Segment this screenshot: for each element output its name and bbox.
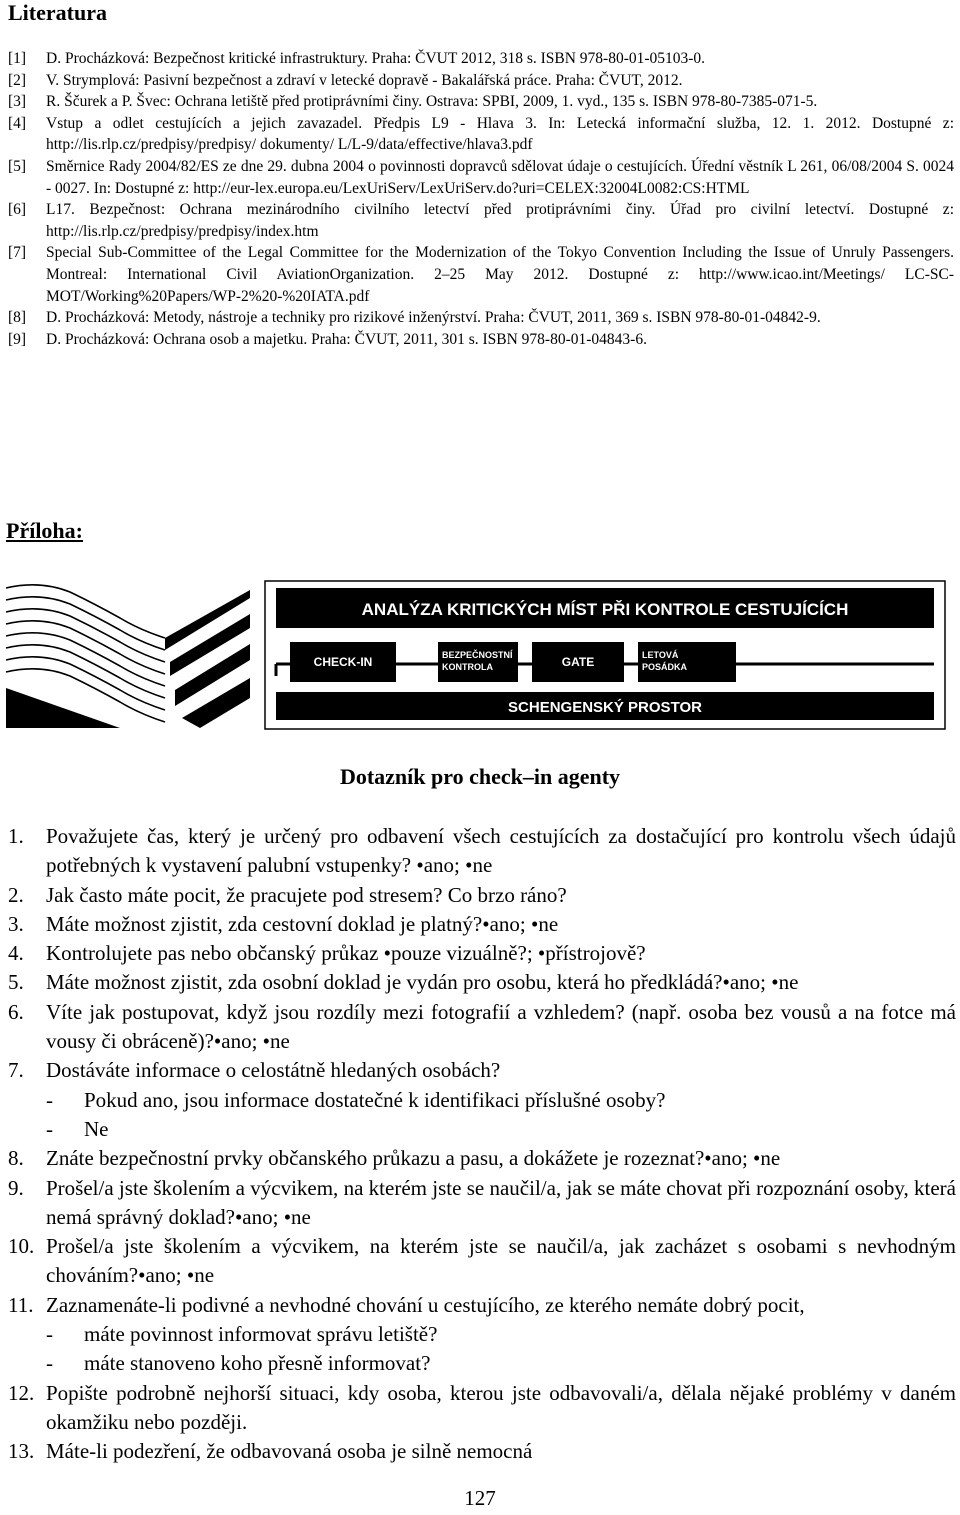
- reference-number: [4]: [8, 114, 27, 132]
- reference-item: [8, 242, 954, 307]
- question-text: Zaznamenáte-li podivné a nevhodné chování u cestujícího, ze kterého nemáte dobrý pocit,: [46, 1292, 805, 1317]
- question-text: Znáte bezpečnostní prvky občanského průkazu a pasu, a dokážete je rozeznat?•ano; •ne: [46, 1146, 781, 1171]
- question-text: Máte-li podezření, že odbavovaná osoba je silně nemocná: [46, 1439, 533, 1464]
- reference-text: Vstup a odlet cestujících a jejich zavazadel. Předpis L9 - Hlava 3. In: Letecká informační služba, 12. 1. 2012. Dostupné z: http://lis.rlp.cz/predpisy/predpisy/ dokumenty/ L/L-9/data/effective/hlava3.pdf: [46, 114, 954, 154]
- question-number: 12.: [8, 1380, 35, 1405]
- question-text: Prošel/a jste školením a výcvikem, na kterém jste se naučil/a, jak se máte chovat při rozpoznání osoby, která nemá správný doklad?•ano; •ne: [46, 1175, 956, 1229]
- reference-item: [8, 199, 954, 242]
- question-item: [8, 998, 956, 1057]
- reference-item: [8, 156, 954, 199]
- question-number: 11.: [8, 1292, 34, 1317]
- reference-number: [8]: [8, 309, 27, 327]
- dash-bullet: -: [46, 1087, 53, 1112]
- question-item: [8, 968, 956, 997]
- question-number: 8.: [8, 1146, 24, 1171]
- reference-list: [8, 48, 954, 350]
- question-subitem: [46, 1086, 956, 1115]
- question-text: Máte možnost zjistit, zda osobní doklad je vydán pro osobu, která ho předkládá?•ano; •ne: [46, 970, 799, 995]
- diagram-footer: SCHENGENSKÝ PROSTOR: [508, 699, 702, 716]
- question-subitem-text: máte povinnost informovat správu letiště?: [84, 1322, 438, 1347]
- diagram-step-label: POSÁDKA: [642, 662, 688, 672]
- reference-text: D. Procházková: Bezpečnost kritické infrastruktury. Praha: ČVUT 2012, 318 s. ISBN 978-80-01-05103-0.: [46, 50, 706, 67]
- question-item: [8, 881, 956, 910]
- diagram-step-label: KONTROLA: [442, 662, 493, 672]
- critical-points-diagram: [264, 580, 946, 730]
- question-text: Dostáváte informace o celostátně hledaných osobách?: [46, 1058, 501, 1083]
- question-item: [8, 1056, 956, 1144]
- reference-text: Special Sub-Committee of the Legal Committee for the Modernization of the Tokyo Convention Including the Issue of Unruly Passengers. Montreal: International Civil AviationOrganization. 2–25 May 2012. Dostupné z: http://www.icao.int/Meetings/ LC-SC-MOT/Working%20Papers/WP-2%20-%20IATA.pdf: [46, 244, 954, 305]
- question-number: 2.: [8, 882, 24, 907]
- diagram-title: ANALÝZA KRITICKÝCH MÍST PŘI KONTROLE CESTUJÍCÍCH: [361, 600, 849, 619]
- question-item: [8, 1291, 956, 1379]
- reference-number: [5]: [8, 157, 27, 175]
- question-text: Kontrolujete pas nebo občanský průkaz •pouze vizuálně?; •přístrojově?: [46, 941, 646, 966]
- reference-item: [8, 113, 954, 156]
- section-heading: Literatura: [8, 0, 107, 25]
- question-item: [8, 1437, 956, 1466]
- reference-number: [7]: [8, 244, 27, 262]
- question-text: Víte jak postupovat, když jsou rozdíly mezi fotografií a vzhledem? (např. osoba bez vousů a na fotce má vousy či obráceně)?•ano; •ne: [46, 999, 956, 1054]
- reference-text: Směrnice Rady 2004/82/ES ze dne 29. dubna 2004 o povinnosti dopravců sdělovat údaje o cestujících. Úřední věstník L 261, 06/08/2004 S. 0024 - 0027. In: Dostupné z: http://eur-lex.europa.eu/LexUriServ/LexUriServ.do?uri=CELEX:32004L0082:CS:HTML: [46, 157, 954, 197]
- dash-bullet: -: [46, 1351, 53, 1376]
- question-list: [8, 822, 956, 1467]
- reference-text: V. Strymplová: Pasivní bezpečnost a zdraví v letecké dopravě - Bakalářská práce. Praha: ČVUT, 2012.: [46, 71, 683, 89]
- page-number: 127: [464, 1486, 496, 1510]
- reference-text: L17. Bezpečnost: Ochrana mezinárodního civilního letectví před protiprávními činy. Úřad pro civilní letectví. Dostupné z: http://lis.rlp.cz/predpisy/predpisy/index.htm: [46, 201, 954, 240]
- question-subitem-text: Pokud ano, jsou informace dostatečné k identifikaci příslušné osoby?: [84, 1087, 666, 1112]
- reference-text: R. Ščurek a P. Švec: Ochrana letiště před protiprávními činy. Ostrava: SPBI, 2009, 1. vyd., 135 s. ISBN 978-80-7385-071-5.: [46, 93, 818, 111]
- question-number: 4.: [8, 941, 24, 966]
- reference-number: [2]: [8, 71, 27, 89]
- question-text: Prošel/a jste školením a výcvikem, na kterém jste se naučil/a, jak zacházet s osobami s nevhodným chováním?•ano; •ne: [46, 1234, 956, 1288]
- question-number: 3.: [8, 911, 24, 936]
- reference-item: [8, 70, 954, 92]
- reference-item: [8, 329, 954, 351]
- questionnaire-title: Dotazník pro check–in agenty: [339, 764, 621, 789]
- dash-bullet: -: [46, 1116, 53, 1141]
- question-item: [8, 1144, 956, 1173]
- question-number: 7.: [8, 1058, 24, 1083]
- question-item: [8, 1232, 956, 1291]
- reference-text: D. Procházková: Ochrana osob a majetku. Praha: ČVUT, 2011, 301 s. ISBN 978-80-01-04843-6.: [46, 330, 647, 348]
- attachment-title: Příloha:: [6, 518, 83, 543]
- reference-number: [9]: [8, 330, 27, 348]
- question-item: [8, 910, 956, 939]
- question-subitem: [46, 1320, 956, 1349]
- diagram-step-label: BEZPEČNOSTNÍ: [442, 650, 513, 660]
- question-item: [8, 822, 956, 881]
- question-number: 13.: [8, 1439, 35, 1464]
- question-subitem-text: máte stanoveno koho přesně informovat?: [84, 1351, 431, 1376]
- diagram-step-label: CHECK-IN: [313, 655, 373, 669]
- question-text: Popište podrobně nejhorší situaci, kdy osoba, kterou jste odbavovali/a, dělala nějaké problémy v daném okamžiku nebo později.: [46, 1380, 956, 1434]
- reference-item: [8, 48, 954, 70]
- question-number: 10.: [8, 1234, 35, 1259]
- question-item: [8, 1379, 956, 1438]
- reference-item: [8, 91, 954, 113]
- question-item: [8, 1174, 956, 1233]
- question-subitem: [46, 1115, 956, 1144]
- dash-bullet: -: [46, 1322, 53, 1347]
- diagram-step-label: GATE: [561, 655, 595, 669]
- question-number: 6.: [8, 999, 24, 1024]
- question-subitem: [46, 1349, 956, 1378]
- reference-item: [8, 307, 954, 329]
- question-item: [8, 939, 956, 968]
- reference-number: [3]: [8, 93, 27, 111]
- reference-number: [6]: [8, 201, 27, 219]
- reference-number: [1]: [8, 50, 27, 67]
- diagram-step-label: LETOVÁ: [642, 650, 679, 660]
- question-text: Považujete čas, který je určený pro odbavení všech cestujících za dostačující pro kontrolu všech údajů potřebných k vystavení palubní vstupenky? •ano; •ne: [46, 824, 956, 878]
- question-number: 1.: [8, 824, 24, 848]
- question-subitem-text: Ne: [84, 1116, 109, 1141]
- question-text: Máte možnost zjistit, zda cestovní doklad je platný?•ano; •ne: [46, 911, 559, 936]
- question-text: Jak často máte pocit, že pracujete pod stresem? Co brzo ráno?: [46, 882, 567, 907]
- reference-text: D. Procházková: Metody, nástroje a techniky pro rizikové inženýrství. Praha: ČVUT, 2011, 369 s. ISBN 978-80-01-04842-9.: [46, 309, 821, 327]
- university-logo: [0, 578, 255, 733]
- question-number: 9.: [8, 1175, 24, 1200]
- question-number: 5.: [8, 970, 24, 995]
